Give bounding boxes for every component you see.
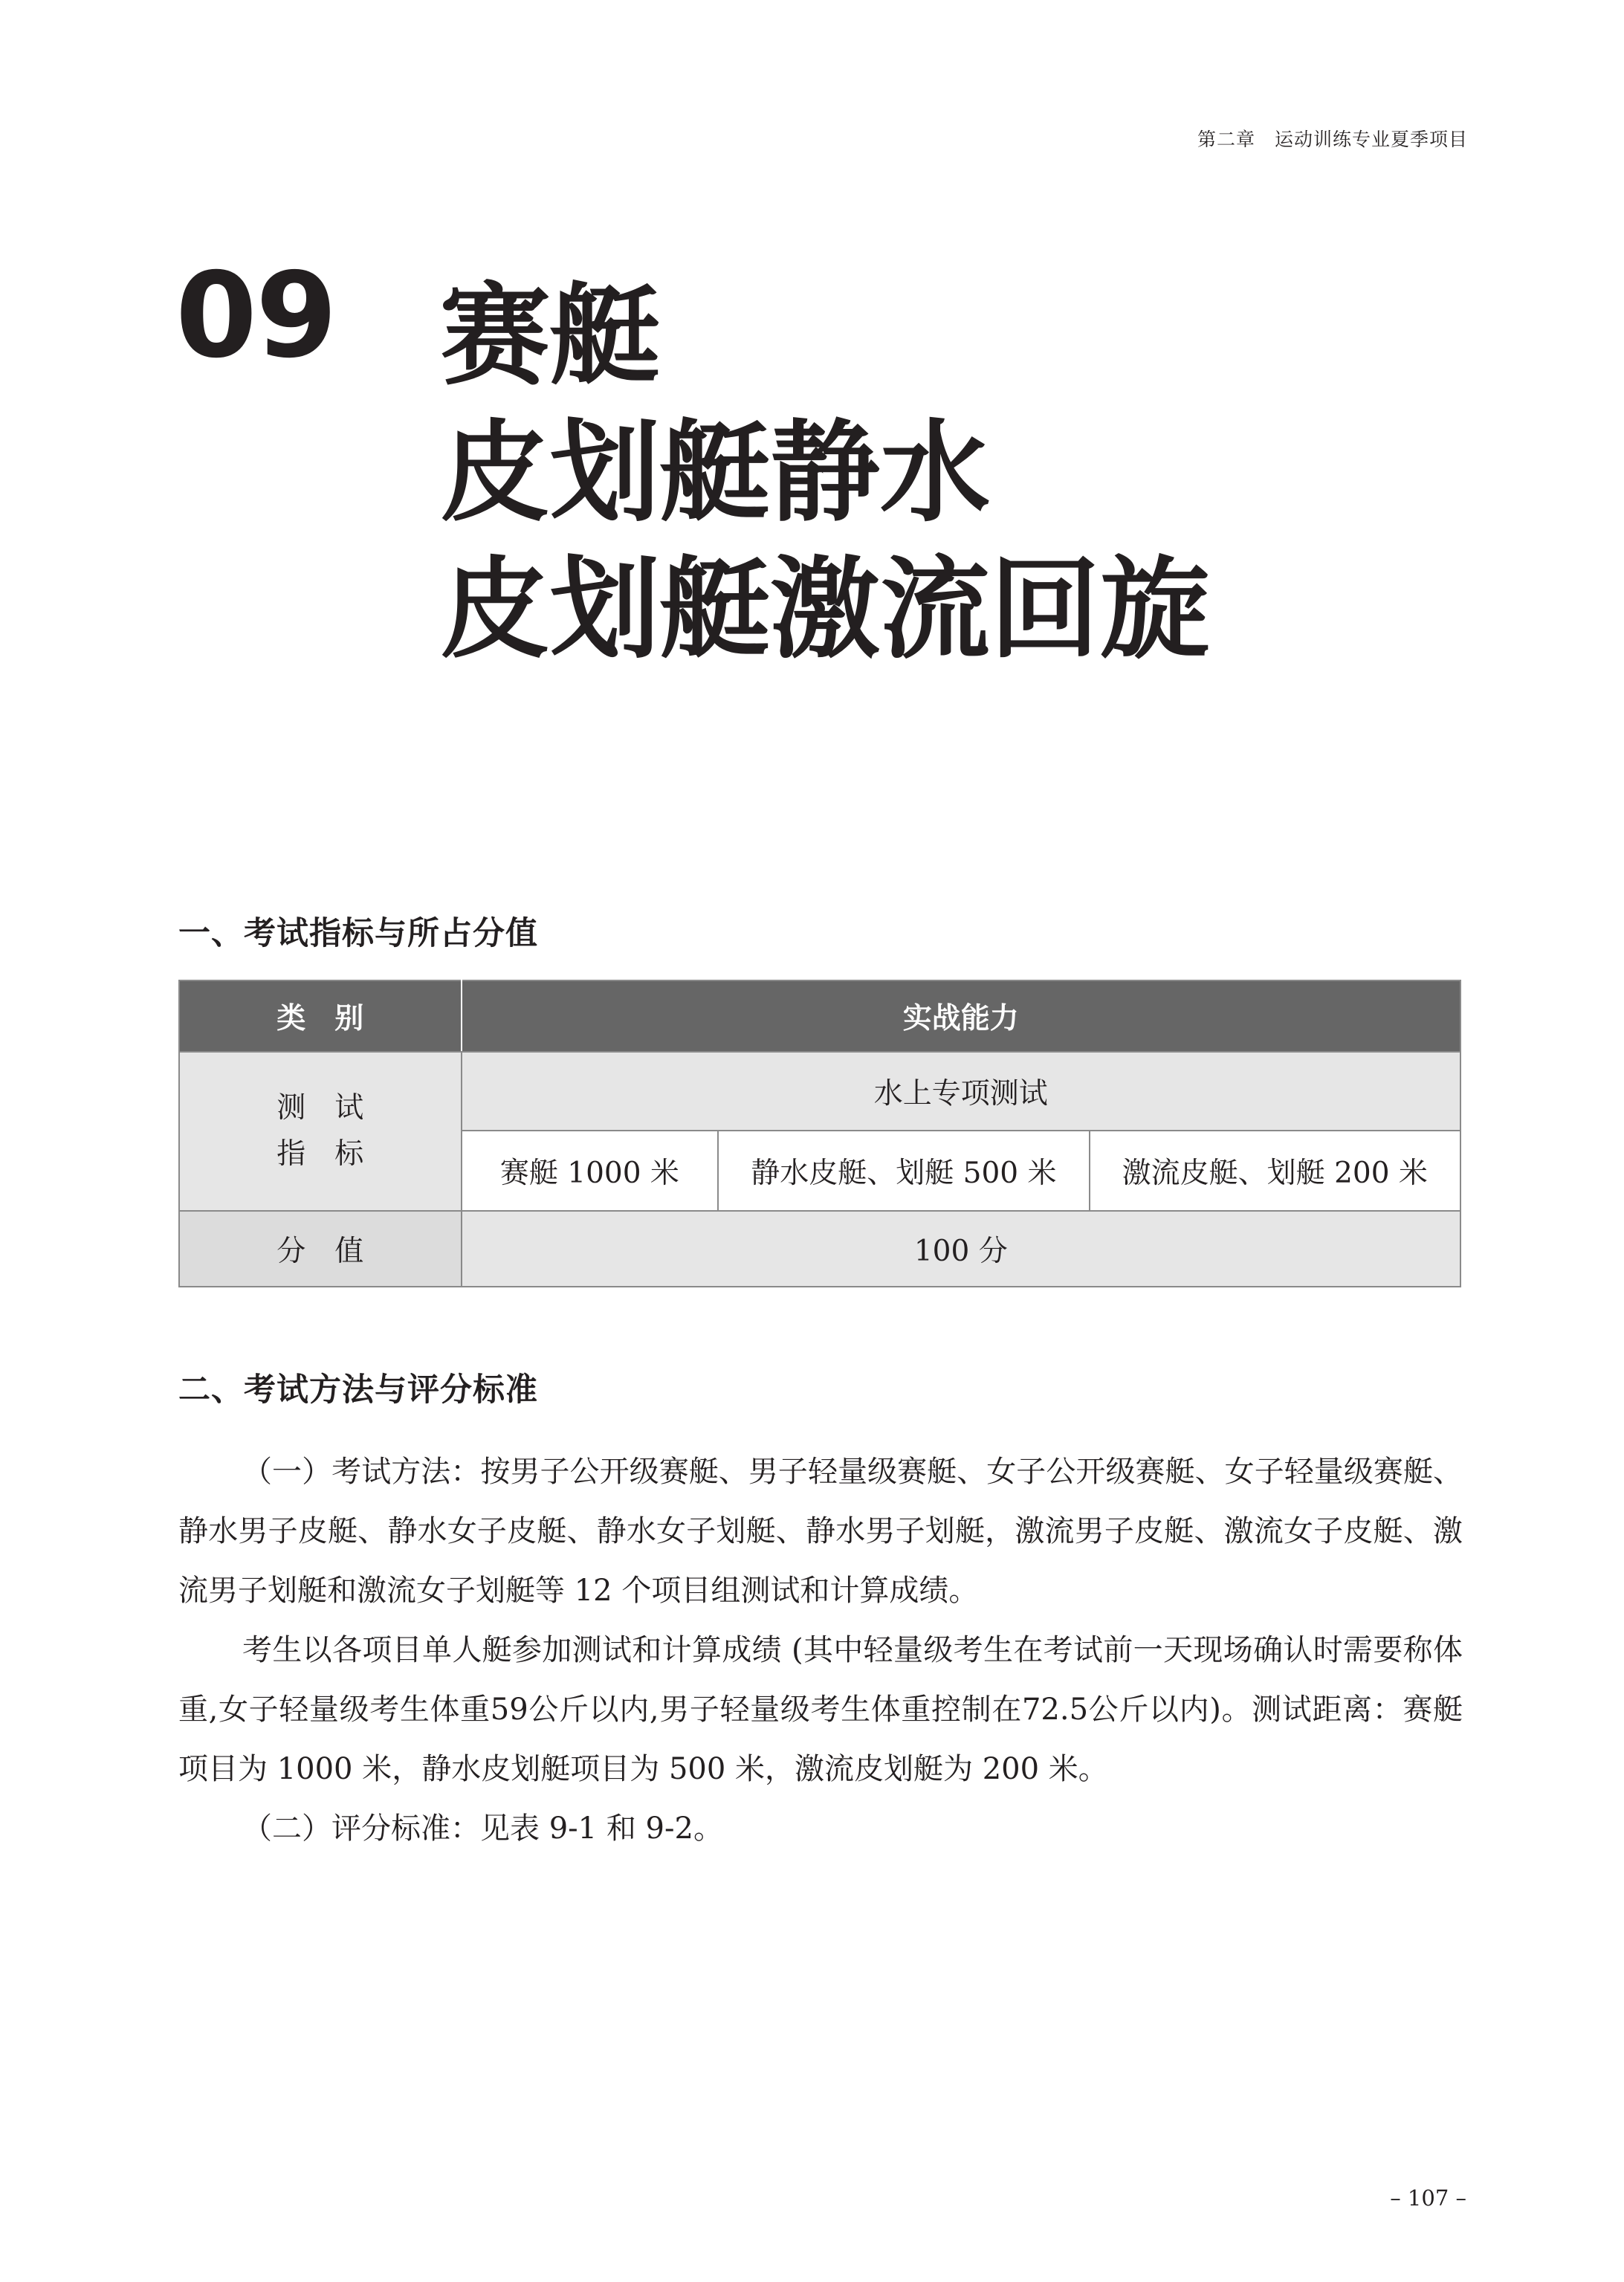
water-test-cell: 水上专项测试: [462, 1052, 1460, 1131]
table-row: [179, 1052, 1460, 1131]
table-header-row: [179, 980, 1460, 1052]
chapter-number: 09: [175, 248, 336, 384]
paragraph: （一）考试方法：按男子公开级赛艇、男子轻量级赛艇、女子公开级赛艇、女子轻量级赛艇、静水男子皮艇、静水女子皮艇、静水女子划艇、静水男子划艇，激流男子皮艇、激流女子皮艇、激流男子划艇和激流女子划艇等 12 个项目组测试和计算成绩。: [178, 1455, 1463, 1608]
header-category-cell: 类 别: [179, 980, 462, 1052]
score-value-cell: 100 分: [462, 1211, 1460, 1287]
chapter-title-line: 赛艇: [440, 272, 660, 400]
paragraph: （二）评分标准：见表 9-1 和 9-2。: [242, 1811, 723, 1846]
section-heading-indicators: 一、考试指标与所占分值: [178, 915, 538, 952]
chapter-title-line: 皮划艇激流回旋: [440, 546, 1210, 673]
event-cell: 静水皮艇、划艇 500 米: [718, 1131, 1089, 1211]
methods-body: [178, 1442, 1463, 1858]
indicator-label-cell: [179, 1052, 462, 1211]
section-heading-methods: 二、考试方法与评分标准: [178, 1371, 538, 1409]
running-header: 第二章 运动训练专业夏季项目: [1197, 129, 1468, 150]
chapter-title-line: 皮划艇静水: [440, 409, 990, 537]
chapter-title: [440, 268, 1210, 678]
indicator-label-line: 指 标: [276, 1137, 364, 1171]
page-number: – 107 –: [1390, 2185, 1466, 2211]
indicators-table: [178, 980, 1461, 1287]
event-cell: 赛艇 1000 米: [462, 1131, 719, 1211]
indicator-label-line: 测 试: [276, 1091, 364, 1125]
score-label-cell: 分 值: [179, 1211, 462, 1287]
event-cell: 激流皮艇、划艇 200 米: [1090, 1131, 1460, 1211]
header-ability-cell: 实战能力: [462, 980, 1460, 1052]
table-row: [179, 1211, 1460, 1287]
paragraph: 考生以各项目单人艇参加测试和计算成绩 (其中轻量级考生在考试前一天现场确认时需要称体重,女子轻量级考生体重59公斤以内,男子轻量级考生体重控制在72.5公斤以内)。测试距离：赛艇项目为 1000 米，静水皮划艇项目为 500 米，激流皮划艇为 200 米。: [178, 1633, 1463, 1786]
